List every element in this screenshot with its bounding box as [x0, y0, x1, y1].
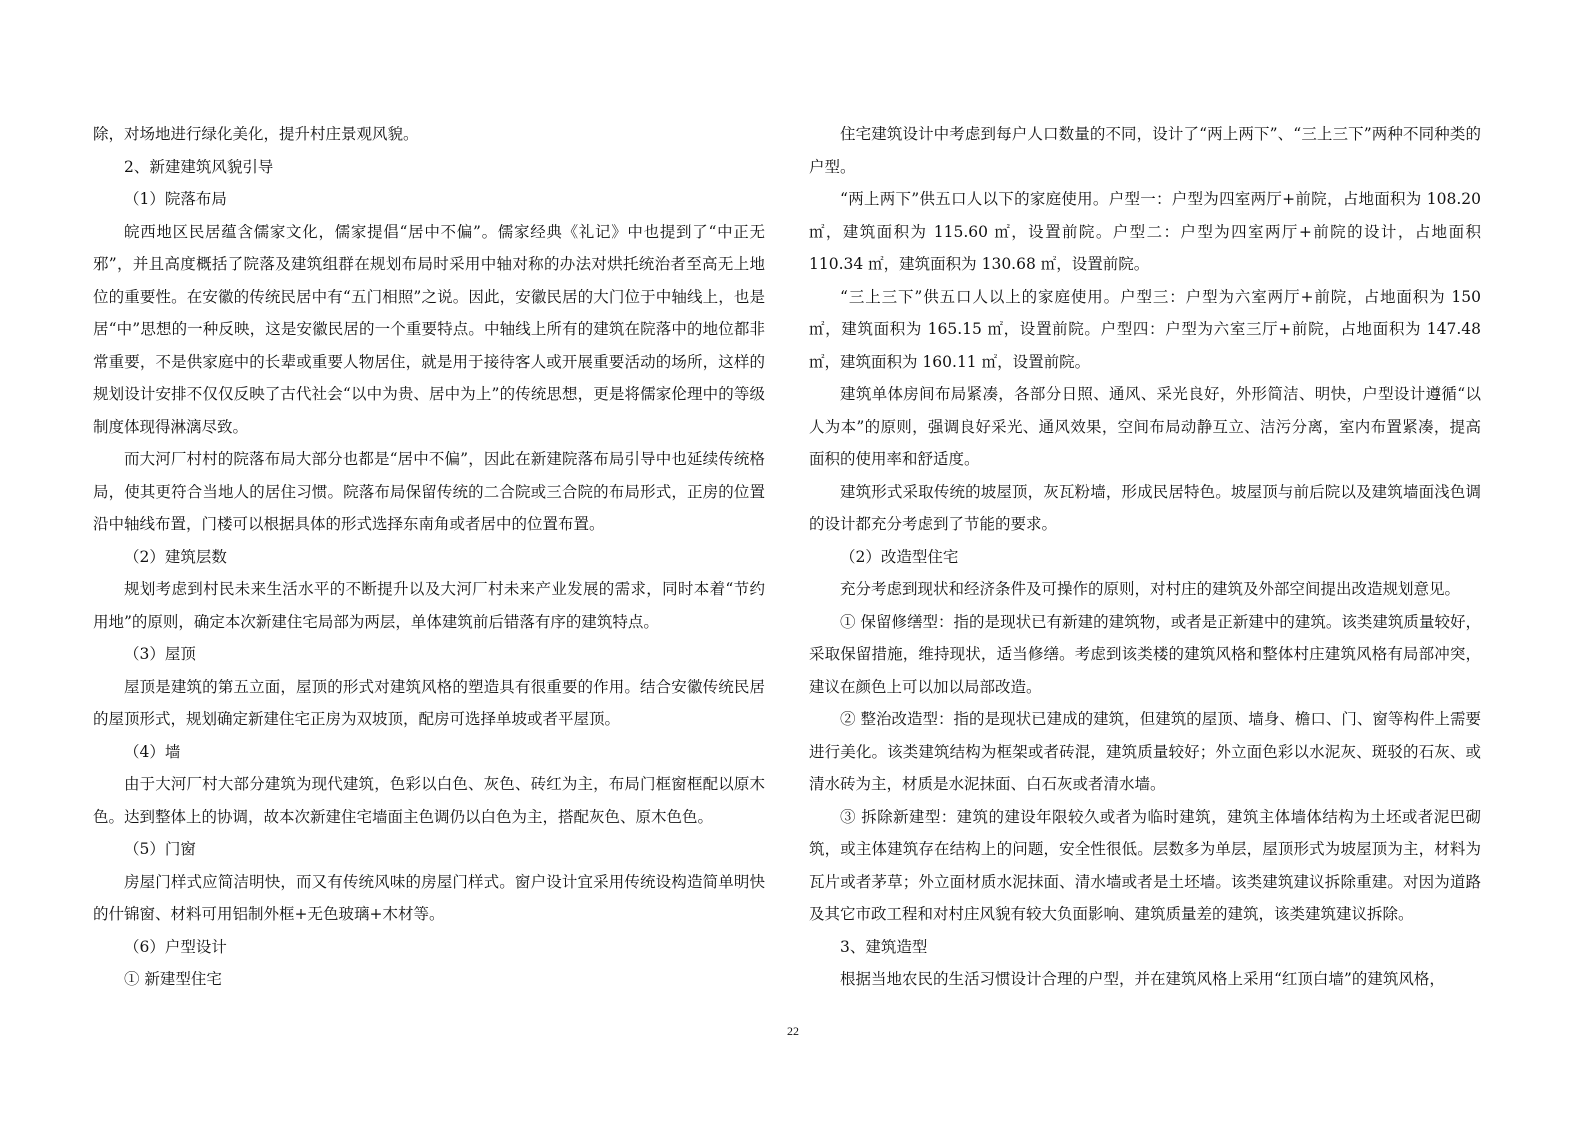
paragraph: 根据当地农民的生活习惯设计合理的户型，并在建筑风格上采用“红顶白墙”的建筑风格，	[840, 970, 1445, 988]
subsection-heading: （1）院落布局	[124, 190, 227, 208]
paragraph: 屋顶是建筑的第五立面，屋顶的形式对建筑风格的塑造具有很重要的作用。结合安徽传统民居的屋顶形式，规划确定新建住宅正房为双坡顶，配房可选择单坡或者平屋顶。	[93, 677, 765, 728]
page-number: 22	[787, 1024, 799, 1038]
paragraph: ③ 拆除新建型：建筑的建设年限较久或者为临时建筑，建筑主体墙体结构为土坯或者泥巴砌筑，或主体建筑存在结构上的问题，安全性很低。层数多为单层，屋顶形式为坡屋顶为主，材料为瓦片或者茅草；外立面材质水泥抹面、清水墙或者是土坯墙。该类建筑建议拆除重建。对因为道路及其它市政工程和对村庄风貌有较大负面影响、建筑质量差的建筑，该类建筑建议拆除。	[809, 807, 1481, 923]
left-column	[93, 118, 765, 996]
paragraph: ① 保留修缮型：指的是现状已有新建的建筑物，或者是正新建中的建筑。该类建筑质量较好，采取保留措施，维持现状，适当修缮。考虑到该类楼的建筑风格和整体村庄建筑风格有局部冲突，建议在颜色上可以加以局部改造。	[809, 612, 1481, 696]
paragraph: 建筑形式采取传统的坡屋顶，灰瓦粉墙，形成民居特色。坡屋顶与前后院以及建筑墙面浅色调的设计都充分考虑到了节能的要求。	[809, 482, 1481, 533]
subsection-heading: （2）改造型住宅	[840, 547, 959, 566]
paragraph: ② 整治改造型：指的是现状已建成的建筑，但建筑的屋顶、墙身、檐口、门、窗等构件上需要进行美化。该类建筑结构为框架或者砖混，建筑质量较好；外立面色彩以水泥灰、斑驳的石灰、或清水砖为主，材质是水泥抹面、白石灰或者清水墙。	[809, 710, 1481, 793]
paragraph: 规划考虑到村民未来生活水平的不断提升以及大河厂村未来产业发展的需求，同时本着“节约用地”的原则，确定本次新建住宅局部为两层，单体建筑前后错落有序的建筑特点。	[93, 580, 765, 631]
paragraph: 由于大河厂村大部分建筑为现代建筑，色彩以白色、灰色、砖红为主，布局门框窗框配以原木色。达到整体上的协调，故本次新建住宅墙面主色调仍以白色为主，搭配灰色、原木色色。	[93, 775, 765, 826]
paragraph: 建筑单体房间布局紧凑，各部分日照、通风、采光良好，外形简洁、明快，户型设计遵循“以人为本”的原则，强调良好采光、通风效果，空间布局动静互立、洁污分离，室内布置紧凑，提高面积的使用率和舒适度。	[809, 385, 1481, 468]
section-heading: 3、建筑造型	[840, 937, 928, 956]
right-column	[809, 118, 1481, 996]
subsection-heading: （2）建筑层数	[124, 547, 227, 566]
subsection-heading: （6）户型设计	[124, 937, 227, 956]
paragraph: 除，对场地进行绿化美化，提升村庄景观风貌。	[93, 125, 419, 143]
paragraph: “两上两下”供五口人以下的家庭使用。户型一：户型为四室两厅+前院，占地面积为 108.20 ㎡，建筑面积为 115.60 ㎡，设置前院。户型二：户型为四室两厅+前院的设计，占地面积 110.34 ㎡，建筑面积为 130.68 ㎡，设置前院。	[809, 190, 1481, 273]
paragraph: 住宅建筑设计中考虑到每户人口数量的不同，设计了“两上两下”、“三上三下”两种不同种类的户型。	[809, 125, 1481, 176]
subsection-heading: （5）门窗	[124, 840, 196, 858]
subsection-heading: ① 新建型住宅	[124, 970, 222, 988]
paragraph: 皖西地区民居蕴含儒家文化，儒家提倡“居中不偏”。儒家经典《礼记》中也提到了“中正无邪”，并且高度概括了院落及建筑组群在规划布局时采用中轴对称的办法对烘托统治者至高无上地位的重要性。在安徽的传统民居中有“五门相照”之说。因此，安徽民居的大门位于中轴线上，也是居“中”思想的一种反映，这是安徽民居的一个重要特点。中轴线上所有的建筑在院落中的地位都非常重要，不是供家庭中的长辈或重要人物居住，就是用于接待客人或开展重要活动的场所，这样的规划设计安排不仅仅反映了古代社会“以中为贵、居中为上”的传统思想，更是将儒家伦理中的等级制度体现得淋漓尽致。	[93, 222, 765, 436]
paragraph: 房屋门样式应简洁明快，而又有传统风味的房屋门样式。窗户设计宜采用传统设构造简单明快的什锦窗、材料可用铝制外框+无色玻璃+木材等。	[93, 872, 765, 923]
section-heading: 2、新建建筑风貌引导	[124, 157, 274, 176]
paragraph: 而大河厂村村的院落布局大部分也都是“居中不偏”，因此在新建院落布局引导中也延续传统格局，使其更符合当地人的居住习惯。院落布局保留传统的二合院或三合院的布局形式，正房的位置沿中轴线布置，门楼可以根据具体的形式选择东南角或者居中的位置布置。	[93, 450, 765, 533]
paragraph: 充分考虑到现状和经济条件及可操作的原则，对村庄的建筑及外部空间提出改造规划意见。	[840, 580, 1461, 598]
subsection-heading: （3）屋顶	[124, 645, 196, 663]
subsection-heading: （4）墙	[124, 742, 181, 761]
paragraph: “三上三下”供五口人以上的家庭使用。户型三：户型为六室两厅+前院，占地面积为 150 ㎡，建筑面积为 165.15 ㎡，设置前院。户型四：户型为六室三厅+前院，占地面积为 147.48 ㎡，建筑面积为 160.11 ㎡，设置前院。	[809, 287, 1481, 371]
